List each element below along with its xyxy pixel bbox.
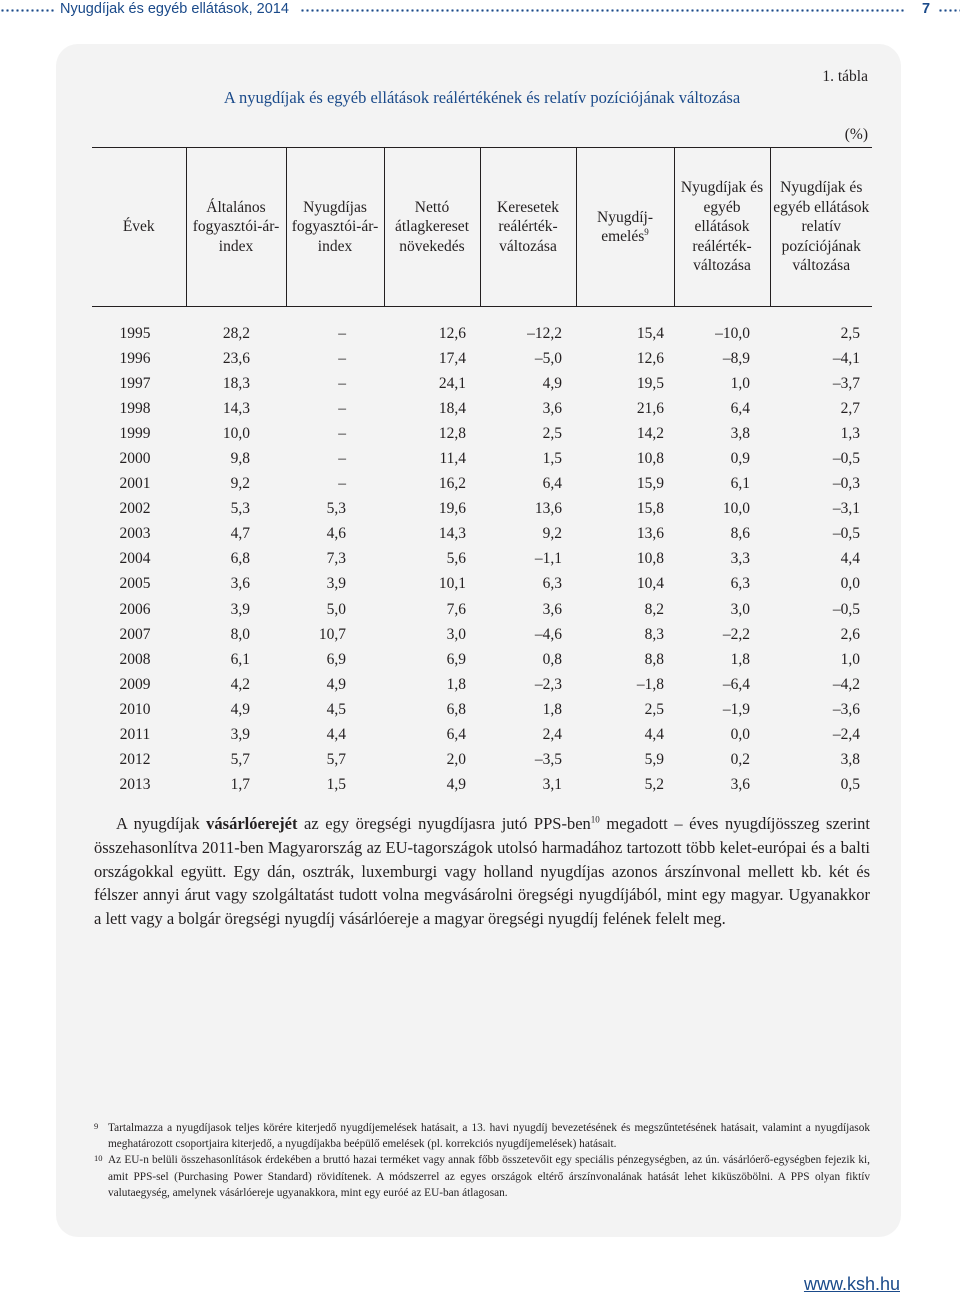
value-cell: 6,8	[230, 550, 250, 568]
value-cell: –3,7	[832, 374, 860, 392]
value-cell: 3,6	[542, 600, 562, 618]
value-cell: 15,9	[636, 475, 664, 493]
footnotes	[94, 1120, 870, 1201]
value-cell: 10,1	[438, 575, 466, 593]
value-cell: 5,7	[230, 751, 250, 769]
row-year-cell: 2004	[119, 550, 151, 568]
footnote-10	[94, 1152, 870, 1201]
row-year-cell: 2009	[119, 675, 151, 693]
value-cell: –2,2	[722, 625, 750, 643]
value-cell: 3,8	[730, 424, 750, 442]
table-row	[92, 421, 872, 446]
row-year-cell: 1996	[119, 349, 151, 367]
table-row	[92, 346, 872, 371]
value-cell: 12,8	[438, 424, 466, 442]
running-title: Nyugdíjak és egyéb ellátások, 2014	[60, 1, 289, 17]
value-cell: 6,1	[730, 475, 750, 493]
ksh-website-link[interactable]: www.ksh.hu	[803, 1274, 900, 1294]
paragraph-part1: A nyugdíjak	[116, 814, 207, 833]
table-row	[92, 748, 872, 773]
table-row	[92, 597, 872, 622]
value-cell: 4,4	[644, 726, 664, 744]
value-cell: 11,4	[439, 450, 466, 468]
value-cell: 2,4	[542, 726, 562, 744]
row-year-cell: 2012	[119, 751, 151, 769]
row-year-cell: 1995	[119, 324, 151, 342]
value-cell: 3,6	[542, 399, 562, 417]
value-cell: 13,6	[636, 525, 664, 543]
table-row	[92, 622, 872, 647]
table-row	[92, 547, 872, 572]
data-table	[92, 147, 872, 798]
value-cell: 6,4	[542, 475, 562, 493]
row-year-cell: 2006	[119, 600, 151, 618]
value-cell: 15,4	[636, 324, 664, 342]
value-cell: 10,8	[636, 450, 664, 468]
value-cell: 17,4	[438, 349, 466, 367]
table-row	[92, 497, 872, 522]
col-header-pension-relative-position: Nyugdíjak és egyéb ellátások relatív pozíciójának változása	[770, 148, 872, 307]
value-cell: 2,0	[446, 751, 466, 769]
value-cell: 4,9	[230, 700, 250, 718]
table-row	[92, 647, 872, 672]
paragraph-part3: megadott – éves nyugdíjösszeg szerint összehasonlítva 2011-ben Magyarország az EU-tagországok utolsó harmadához tartozott több kelet-európai és a balti országokkal együtt. Egy dán, osztrák, luxemburgi vagy holland nyugdíjas azonos árszínvonal mellett kb. két és félszer annyi árut vagy szolgáltatást tudott volna megvásárolni öregségi nyugdíjából, mint egy magyar. Ugyanakkor a lett vagy a bolgár öregségi nyugdíj vásárlóereje a magyar öregségi nyugdíj felének felelt meg.	[94, 814, 871, 929]
col-header-pension-real-value-change: Nyugdíjak és egyéb ellátások reálérték-változása	[674, 148, 770, 307]
value-cell: –12,2	[527, 324, 562, 342]
value-cell: 10,4	[636, 575, 664, 593]
value-cell: 4,9	[326, 675, 346, 693]
value-cell: –8,9	[722, 349, 750, 367]
value-cell: 28,2	[222, 324, 250, 342]
table-row	[92, 371, 872, 396]
footnote-ref-9: 9	[644, 226, 649, 237]
value-cell: 5,6	[446, 550, 466, 568]
value-cell: –6,4	[722, 675, 750, 693]
value-cell: –2,4	[832, 726, 860, 744]
paragraph-part2: az egy öregségi nyugdíjasra jutó PPS-ben	[297, 814, 591, 833]
value-cell: 4,2	[230, 675, 250, 693]
value-cell: 8,0	[230, 625, 250, 643]
table-title: A nyugdíjak és egyéb ellátások reálértékének és relatív pozíciójának változása	[223, 88, 741, 107]
value-cell: 4,5	[326, 700, 346, 718]
value-cell: 3,6	[230, 575, 250, 593]
table-row	[92, 446, 872, 471]
row-year-cell: 1999	[119, 424, 151, 442]
unit-label: (%)	[844, 126, 868, 143]
value-cell: 5,3	[230, 500, 250, 518]
value-cell: 1,0	[730, 374, 750, 392]
value-cell: 1,5	[542, 450, 562, 468]
value-cell: 15,8	[636, 500, 664, 518]
value-cell: 2,5	[542, 424, 562, 442]
value-cell: 21,6	[636, 399, 664, 417]
table-row	[92, 672, 872, 697]
table-row	[92, 572, 872, 597]
value-cell: –	[338, 424, 346, 442]
value-cell: –1,9	[722, 700, 750, 718]
value-cell: –0,5	[832, 450, 860, 468]
value-cell: 8,3	[644, 625, 664, 643]
table-row	[92, 472, 872, 497]
value-cell: 9,2	[230, 475, 250, 493]
value-cell: 5,2	[644, 776, 664, 794]
value-cell: 8,2	[644, 600, 664, 618]
value-cell: –4,2	[832, 675, 860, 693]
value-cell: –2,3	[534, 675, 562, 693]
value-cell: 6,9	[326, 650, 346, 668]
value-cell: –10,0	[715, 324, 750, 342]
col-header-years: Évek	[92, 148, 186, 307]
value-cell: 3,8	[840, 751, 860, 769]
value-cell: 3,0	[730, 600, 750, 618]
value-cell: 0,2	[730, 751, 750, 769]
value-cell: –	[338, 399, 346, 417]
value-cell: 4,7	[230, 525, 250, 543]
col-header-net-wage-growth: Nettó átlagkereset növekedés	[384, 148, 480, 307]
table-row	[92, 773, 872, 798]
row-year-cell: 2005	[119, 575, 151, 593]
value-cell: –	[338, 475, 346, 493]
footnote-text: Az EU-n belüli összehasonlítások érdekében a bruttó hazai terméket vagy annak főbb összetevőit egy speciális pénzegységben, az ún. vásárlóerő-egységben fejezik ki, amit PPS-sel (Purchasing Power Standard) rövidítenek. A módszerrel az egyes országok eltérő árszínvonalának hatását lehet kiküszöbölni. A PPS olyan fiktív valutaegység, amelynek vásárlóereje ugyanakkora, mint egy euróé az EU-ban átlagosan.	[108, 1154, 870, 1199]
value-cell: 6,8	[446, 700, 466, 718]
value-cell: 12,6	[438, 324, 466, 342]
value-cell: 0,0	[730, 726, 750, 744]
value-cell: 0,9	[730, 450, 750, 468]
value-cell: 1,8	[730, 650, 750, 668]
value-cell: 10,0	[722, 500, 750, 518]
value-cell: 19,5	[636, 374, 664, 392]
table-header-row	[92, 148, 872, 307]
value-cell: –0,5	[832, 525, 860, 543]
header-dots-middle	[300, 9, 904, 12]
value-cell: –4,6	[534, 625, 562, 643]
value-cell: 1,8	[446, 675, 466, 693]
value-cell: 10,0	[222, 424, 250, 442]
value-cell: 3,3	[730, 550, 750, 568]
value-cell: –3,6	[832, 700, 860, 718]
row-year-cell: 2011	[119, 726, 151, 744]
value-cell: 6,4	[730, 399, 750, 417]
table-row	[92, 723, 872, 748]
value-cell: 3,0	[446, 625, 466, 643]
value-cell: 18,3	[222, 374, 250, 392]
value-cell: 3,9	[230, 600, 250, 618]
value-cell: 3,1	[542, 776, 562, 794]
running-header	[0, 0, 960, 20]
value-cell: 24,1	[438, 374, 466, 392]
row-year-cell: 1998	[119, 399, 151, 417]
value-cell: 16,2	[438, 475, 466, 493]
value-cell: 8,8	[644, 650, 664, 668]
value-cell: 7,6	[446, 600, 466, 618]
row-year-cell: 2002	[119, 500, 151, 518]
value-cell: 6,3	[542, 575, 562, 593]
value-cell: 1,5	[326, 776, 346, 794]
value-cell: 2,5	[644, 700, 664, 718]
value-cell: 6,1	[230, 650, 250, 668]
value-cell: –0,3	[832, 475, 860, 493]
table-row	[92, 396, 872, 421]
value-cell: 10,8	[636, 550, 664, 568]
value-cell: 13,6	[534, 500, 562, 518]
value-cell: 3,9	[326, 575, 346, 593]
table-row	[92, 697, 872, 722]
footnote-ref-10: 10	[590, 814, 600, 825]
value-cell: –3,5	[534, 751, 562, 769]
value-cell: 6,4	[446, 726, 466, 744]
table-row	[92, 307, 872, 347]
value-cell: –0,5	[832, 600, 860, 618]
paragraph-bold: vásárlóerejét	[206, 814, 298, 833]
value-cell: 1,0	[840, 650, 860, 668]
value-cell: 0,0	[840, 575, 860, 593]
value-cell: –	[338, 450, 346, 468]
value-cell: –3,1	[832, 500, 860, 518]
value-cell: 10,7	[318, 625, 346, 643]
row-year-cell: 2003	[119, 525, 151, 543]
row-year-cell: 1997	[119, 374, 151, 392]
col-header-cpi: Általános fogyasztói-ár-index	[186, 148, 286, 307]
footnote-9	[94, 1120, 870, 1152]
value-cell: 2,7	[840, 399, 860, 417]
value-cell: 9,8	[230, 450, 250, 468]
value-cell: 0,8	[542, 650, 562, 668]
table-body	[92, 307, 872, 798]
value-cell: –	[338, 374, 346, 392]
footnote-text: Tartalmazza a nyugdíjasok teljes körére kiterjedő nyugdíjemelések hatásait, a 13. havi nyugdíj bevezetésének és megszűntetésének hatásait, valamint a nyugdíjasok meghatározott csoportjaira kiterjedő, a nyugdíjakba beépülő emelések (pl. korrekciós nyugdíjemelések) hatásait.	[108, 1122, 870, 1151]
value-cell: 3,9	[230, 726, 250, 744]
value-cell: 0,5	[840, 776, 860, 794]
value-cell: –1,1	[534, 550, 562, 568]
col-header-real-wage-change: Keresetek reálérték-változása	[480, 148, 576, 307]
header-dots-left	[0, 9, 56, 12]
value-cell: 12,6	[636, 349, 664, 367]
value-cell: 1,8	[542, 700, 562, 718]
value-cell: –	[338, 324, 346, 342]
table-row	[92, 522, 872, 547]
value-cell: 2,5	[840, 324, 860, 342]
value-cell: –4,1	[832, 349, 860, 367]
footnote-number: 9	[94, 1121, 99, 1131]
value-cell: 9,2	[542, 525, 562, 543]
value-cell: 6,3	[730, 575, 750, 593]
header-dots-right	[938, 9, 960, 12]
row-year-cell: 2007	[119, 625, 151, 643]
footnote-number: 10	[94, 1153, 103, 1164]
row-year-cell: 2010	[119, 700, 151, 718]
col-header-pension-increase	[576, 148, 674, 307]
value-cell: –5,0	[534, 349, 562, 367]
col-header-pensioner-cpi: Nyugdíjas fogyasztói-ár-index	[286, 148, 384, 307]
table-label: 1. tábla	[822, 68, 868, 85]
value-cell: 5,0	[326, 600, 346, 618]
value-cell: 1,3	[840, 424, 860, 442]
value-cell: 4,9	[446, 776, 466, 794]
row-year-cell: 2000	[119, 450, 151, 468]
value-cell: 5,3	[326, 500, 346, 518]
value-cell: 5,7	[326, 751, 346, 769]
value-cell: 1,7	[230, 776, 250, 794]
value-cell: 14,3	[222, 399, 250, 417]
value-cell: 7,3	[326, 550, 346, 568]
page-number: 7	[922, 1, 931, 17]
value-cell: 14,2	[636, 424, 664, 442]
value-cell: 18,4	[438, 399, 466, 417]
value-cell: 8,6	[730, 525, 750, 543]
value-cell: 4,4	[840, 550, 860, 568]
value-cell: –1,8	[636, 675, 664, 693]
value-cell: 6,9	[446, 650, 466, 668]
row-year-cell: 2013	[119, 776, 151, 794]
body-paragraph	[94, 812, 870, 931]
value-cell: 14,3	[438, 525, 466, 543]
value-cell: –	[338, 349, 346, 367]
row-year-cell: 2001	[119, 475, 151, 493]
value-cell: 4,9	[542, 374, 562, 392]
value-cell: 3,6	[730, 776, 750, 794]
value-cell: 4,6	[326, 525, 346, 543]
value-cell: 4,4	[326, 726, 346, 744]
value-cell: 19,6	[438, 500, 466, 518]
row-year-cell: 2008	[119, 650, 151, 668]
value-cell: 2,6	[840, 625, 860, 643]
col-header-pension-increase-text: Nyugdíj-emelés	[597, 208, 653, 245]
value-cell: 23,6	[222, 349, 250, 367]
value-cell: 5,9	[644, 751, 664, 769]
